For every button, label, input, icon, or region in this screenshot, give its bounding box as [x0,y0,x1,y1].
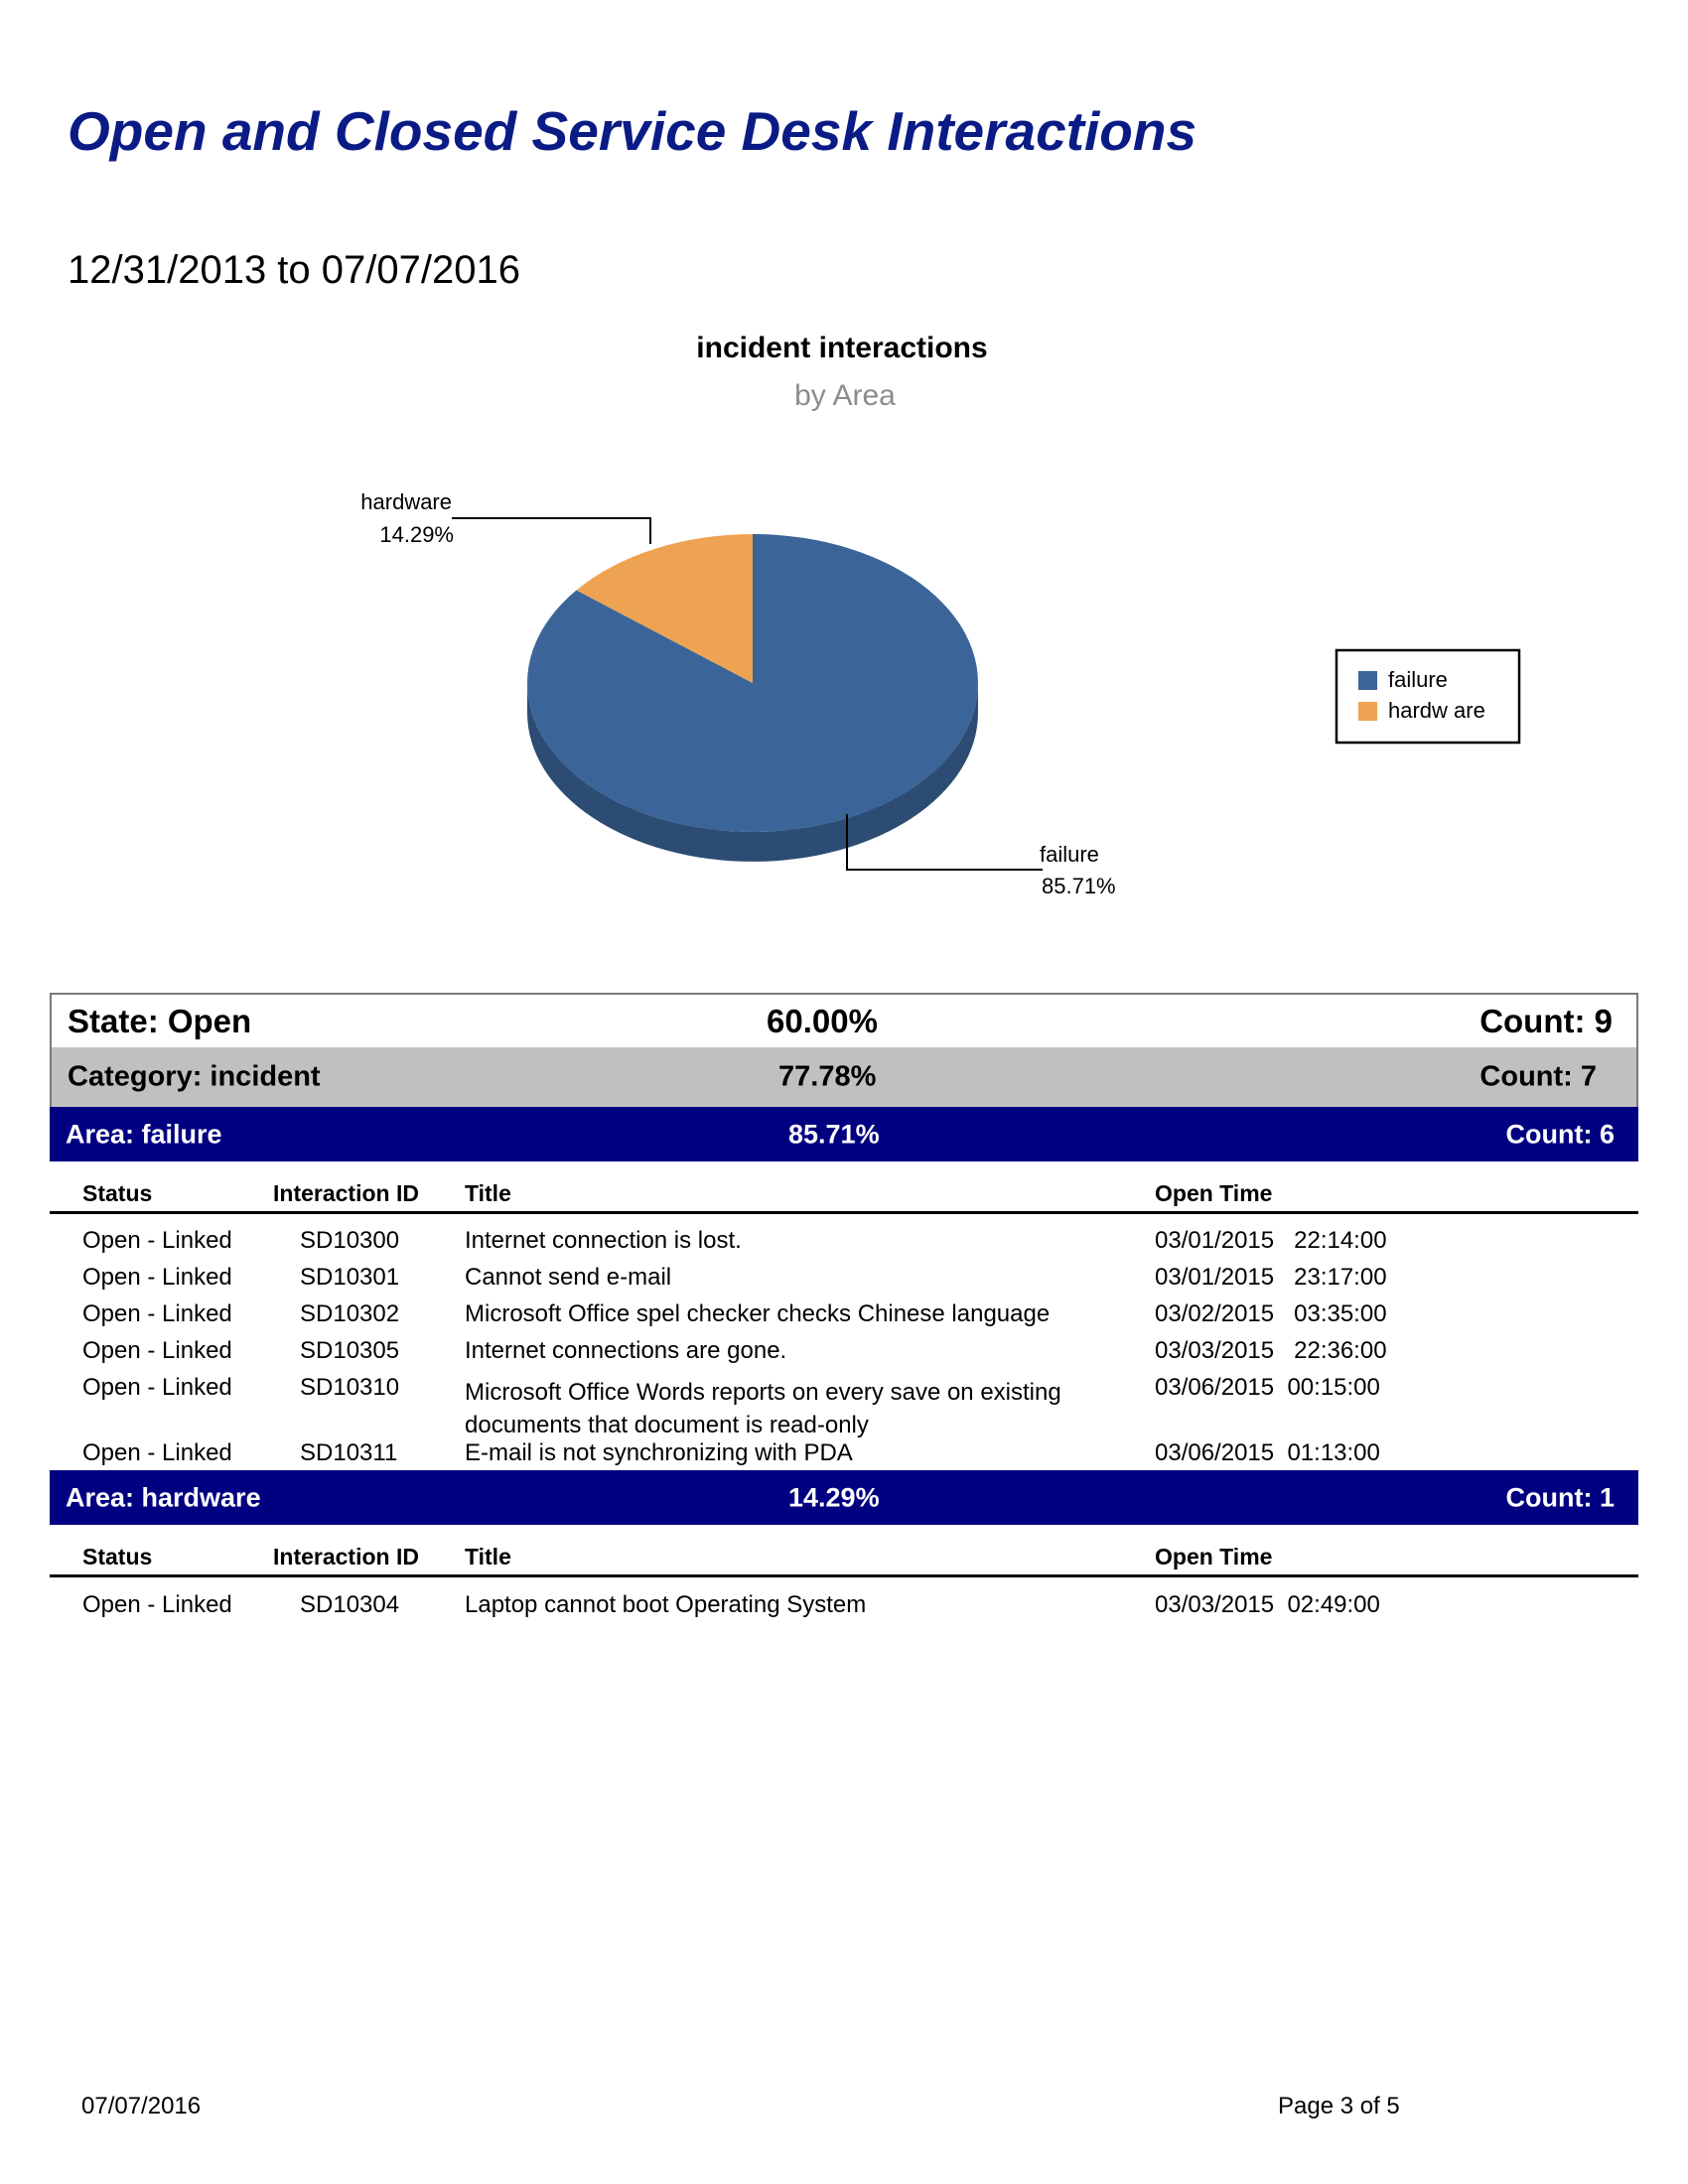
col-open-time: Open Time [1155,1544,1273,1570]
leader-line-hardware [452,518,650,544]
row-title: Internet connection is lost. [465,1227,742,1254]
footer-date: 07/07/2016 [81,2093,202,2119]
report-title: Open and Closed Service Desk Interactions [68,100,1197,162]
chart-title: incident interactions [696,332,988,364]
slice-percent-hardware: 14.29% [379,522,454,547]
col-title: Title [465,1544,511,1570]
state-label: State: Open [68,1002,252,1039]
area-label: Area: hardware [66,1482,261,1512]
state-header [50,993,1638,1047]
state-percent: 60.00% [767,1002,878,1039]
column-header-row [50,1540,1638,1577]
slice-label-hardware: hardware [360,489,452,514]
pie-chart-svg [0,318,1688,933]
row-open-time: 03/01/2015 22:14:00 [1155,1227,1387,1254]
legend-swatch-failure [1358,671,1377,690]
row-id: SD10304 [300,1591,400,1618]
footer-page-number: Page 3 of 5 [1278,2093,1400,2119]
category-header [50,1047,1638,1107]
category-percent: 77.78% [778,1060,877,1093]
col-status: Status [82,1544,153,1570]
row-status: Open - Linked [82,1439,232,1466]
pie-slices [527,534,978,862]
column-header-row [50,1176,1638,1214]
row-open-time: 03/03/2015 22:36:00 [1155,1337,1387,1364]
slice-label-failure: failure [1040,842,1099,867]
row-title: Microsoft Office Words reports on every save on existing documents that document is read-only [465,1379,1061,1438]
row-open-time: 03/06/2015 01:13:00 [1155,1439,1380,1466]
row-title: Cannot send e-mail [465,1264,672,1291]
state-count: Count: 9 [1479,1002,1613,1039]
row-status: Open - Linked [82,1264,232,1291]
col-status: Status [82,1180,153,1206]
row-open-time: 03/01/2015 23:17:00 [1155,1264,1387,1291]
area-header-hardware [50,1470,1638,1525]
col-open-time: Open Time [1155,1180,1273,1206]
legend-swatch-hardware [1358,702,1377,721]
row-status: Open - Linked [82,1591,232,1618]
row-id: SD10310 [300,1374,400,1401]
legend-label-failure: failure [1388,667,1448,692]
row-title: Microsoft Office spel checker checks Chinese language [465,1300,1051,1327]
area-percent: 85.71% [788,1119,880,1149]
row-status: Open - Linked [82,1227,232,1254]
date-range: 12/31/2013 to 07/07/2016 [68,248,520,292]
row-id: SD10302 [300,1300,400,1327]
pie-chart [0,318,1688,933]
row-id: SD10305 [300,1337,400,1364]
row-open-time: 03/06/2015 00:15:00 [1155,1374,1380,1401]
col-title: Title [465,1180,511,1206]
area-count: Count: 6 [1505,1119,1615,1149]
col-interaction-id: Interaction ID [273,1544,419,1570]
row-status: Open - Linked [82,1300,232,1327]
col-interaction-id: Interaction ID [273,1180,419,1206]
chart-legend [1336,650,1519,743]
slice-percent-failure: 85.71% [1042,874,1116,898]
area-count: Count: 1 [1505,1482,1615,1512]
area-percent: 14.29% [788,1482,880,1512]
row-title: E-mail is not synchronizing with PDA [465,1439,853,1466]
row-title: Laptop cannot boot Operating System [465,1591,867,1618]
chart-subtitle: by Area [794,379,896,412]
area-header-failure [50,1107,1638,1161]
category-count: Count: 7 [1479,1060,1597,1093]
row-id: SD10301 [300,1264,400,1291]
legend-label-hardware: hardw are [1388,698,1485,723]
row-id: SD10300 [300,1227,400,1254]
row-open-time: 03/02/2015 03:35:00 [1155,1300,1387,1327]
row-status: Open - Linked [82,1337,232,1364]
row-id: SD10311 [300,1439,398,1466]
area-label: Area: failure [66,1119,222,1149]
row-status: Open - Linked [82,1374,232,1401]
row-title: Internet connections are gone. [465,1337,787,1364]
row-open-time: 03/03/2015 02:49:00 [1155,1591,1380,1618]
category-label: Category: incident [68,1060,321,1093]
